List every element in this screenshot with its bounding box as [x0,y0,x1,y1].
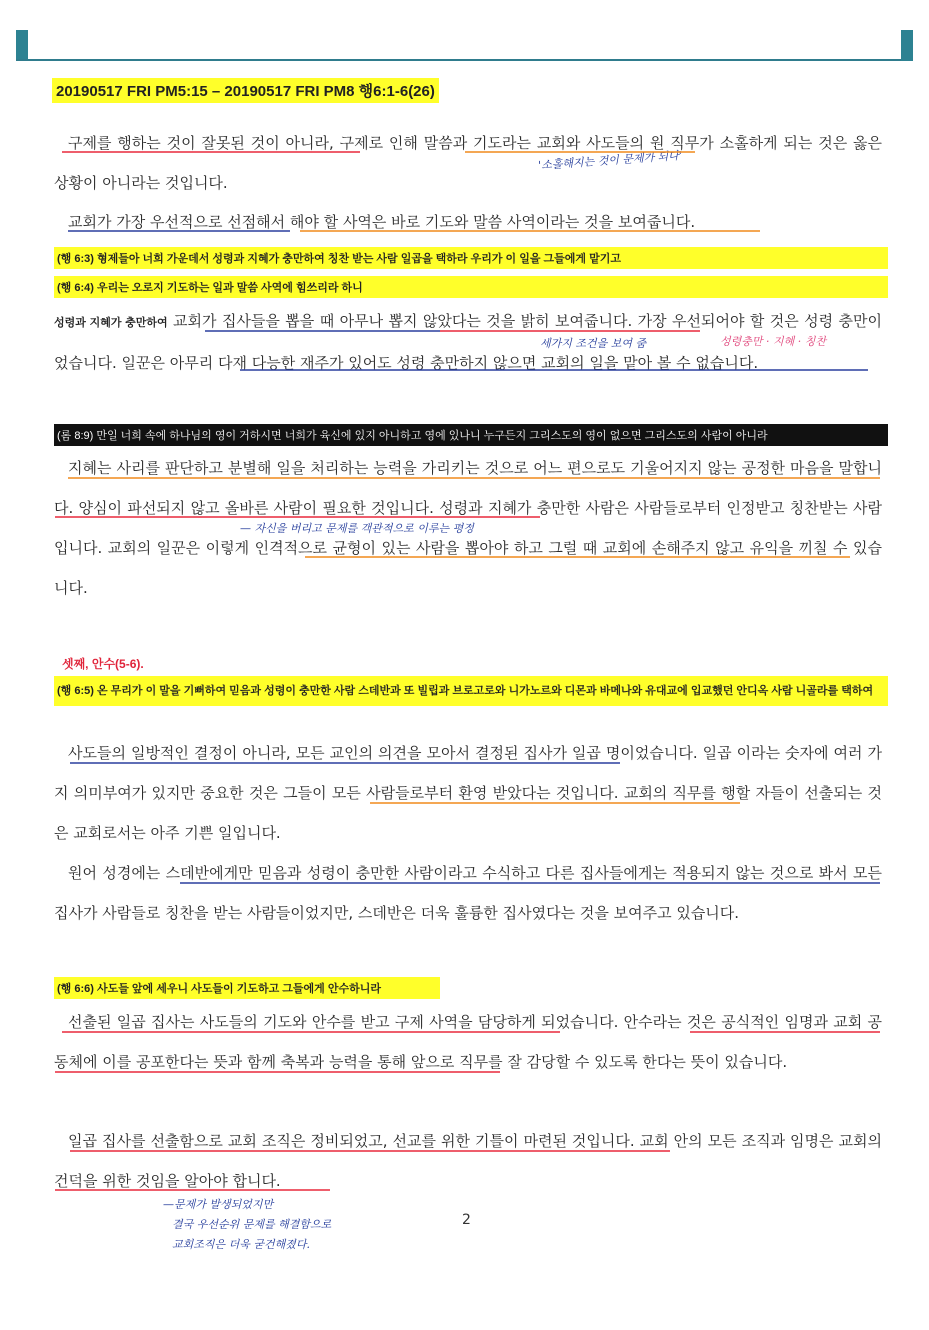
paragraph-8: 일곱 집사를 선출함으로 교회 조직은 정비되었고, 선교를 위한 기틀이 마련된 것입니다. 교회 안의 모든 조직과 임명은 교회의 건덕을 위한 것임을 알아야 합니다. [54,1132,882,1190]
left-tab-marker [16,30,28,61]
handwritten-note-5c: 교회조직은 더욱 굳건해졌다. [172,1238,311,1251]
handwritten-note-4: — 자신을 버리고 문제를 객관적으로 이루는 평정 [240,522,474,535]
handwritten-note-2: 세가지 조건을 보여 줌 [540,337,647,350]
section-title: 셋째, 안수(5-6). [62,657,144,671]
paragraph-1: 구제를 행하는 것이 잘못된 것이 아니라, 구제로 인해 말씀과 기도라는 교회와 사도들의 원 직무가 소홀하게 되는 것은 옳은 상황이 아니라는 것입니다. [54,134,882,192]
verse-acts-6-6: (행 6:6) 사도들 앞에 세우니 사도들이 기도하고 그들에게 안수하니라 [54,977,440,999]
paragraph-3-lead: 성령과 지혜가 충만하여 [54,317,168,329]
handwritten-note-5b: 결국 우선순위 문제를 해결함으로 [172,1218,332,1231]
top-border-line [16,59,912,61]
verse-romans-8-9: (롬 8:9) 만일 너희 속에 하나님의 영이 거하시면 너희가 육신에 있지 아니하고 영에 있나니 누구든지 그리스도의 영이 없으면 그리스도의 사람이 아니라 [54,424,888,446]
paragraph-5: 사도들의 일방적인 결정이 아니라, 모든 교인의 의견을 모아서 결정된 집사가 일곱 명이었습니다. 일곱 이라는 숫자에 여러 가지 의미부여가 있지만 중요한 것은 그들이 모든 사람들로부터 환영 받았다는 것입니다. 교회의 직무를 행할 자들이 선출되는 것은 교회로서는 아주 기쁜 일입니다. [54,744,882,842]
paragraph-6: 원어 성경에는 스데반에게만 믿음과 성령이 충만한 사람이라고 수식하고 다른 집사들에게는 적용되지 않는 것으로 봐서 모든 집사가 사람들로 칭찬을 받는 사람들이었지만, 스데반은 더욱 훌륭한 집사였다는 것을 보여주고 있습니다. [54,864,882,922]
verse-acts-6-4: (행 6:4) 우리는 오로지 기도하는 일과 말씀 사역에 힘쓰리라 하니 [54,276,888,298]
page-number: 2 [462,1212,471,1228]
handwritten-note-3: 성령충만 · 지혜 · 칭찬 [720,335,826,348]
paragraph-4: 지혜는 사리를 판단하고 분별해 일을 처리하는 능력을 가리키는 것으로 어느 편으로도 기울어지지 않는 공정한 마음을 말합니다. 양심이 파선되지 않고 올바른 사람이 필요한 것입니다. 성령과 지혜가 충만한 사람은 사람들로부터 인정받고 칭찬받는 사람입니다. 교회의 일꾼은 이렇게 인격적으로 균형이 있는 사람을 뽑아야 하고 그럴 때 교회에 손해주지 않고 유익을 끼칠 수 있습니다. [54,459,882,597]
handwritten-note-1: '소홀해지는 것이 문제가 되다' [537,148,683,173]
paragraph-7: 선출된 일곱 집사는 사도들의 기도와 안수를 받고 구제 사역을 담당하게 되었습니다. 안수라는 것은 공식적인 임명과 교회 공동체에 이를 공포한다는 뜻과 함께 축복과 능력을 통해 앞으로 직무를 잘 감당할 수 있도록 한다는 뜻이 있습니다. [54,1013,882,1071]
paragraph-3-body: 교회가 집사들을 뽑을 때 아무나 뽑지 않았다는 것을 밝히 보여줍니다. 가장 우선되어야 할 것은 성령 충만이었습니다. 일꾼은 아무리 다재 다능한 재주가 있어도 성령 충만하지 않으면 교회의 일을 맡아 볼 수 없습니다. [54,312,882,372]
right-tab-marker [901,30,913,61]
paragraph-2: 교회가 가장 우선적으로 선점해서 해야 할 사역은 바로 기도와 말씀 사역이라는 것을 보여줍니다. [68,213,696,231]
verse-acts-6-5: (행 6:5) 온 무리가 이 말을 기뻐하여 믿음과 성령이 충만한 사람 스데반과 또 빌립과 브로고로와 니가노르와 디몬과 바메나와 유대교에 입교했던 안디옥 사람 니골라를 택하여 [54,676,888,706]
verse-acts-6-3: (행 6:3) 형제들아 너희 가운데서 성령과 지혜가 충만하여 칭찬 받는 사람 일곱을 택하라 우리가 이 일을 그들에게 맡기고 [54,247,888,269]
document-header: 20190517 FRI PM5:15 – 20190517 FRI PM8 행6:1-6(26) [52,78,439,103]
handwritten-note-5a: —문제가 발생되었지만 [163,1198,274,1211]
